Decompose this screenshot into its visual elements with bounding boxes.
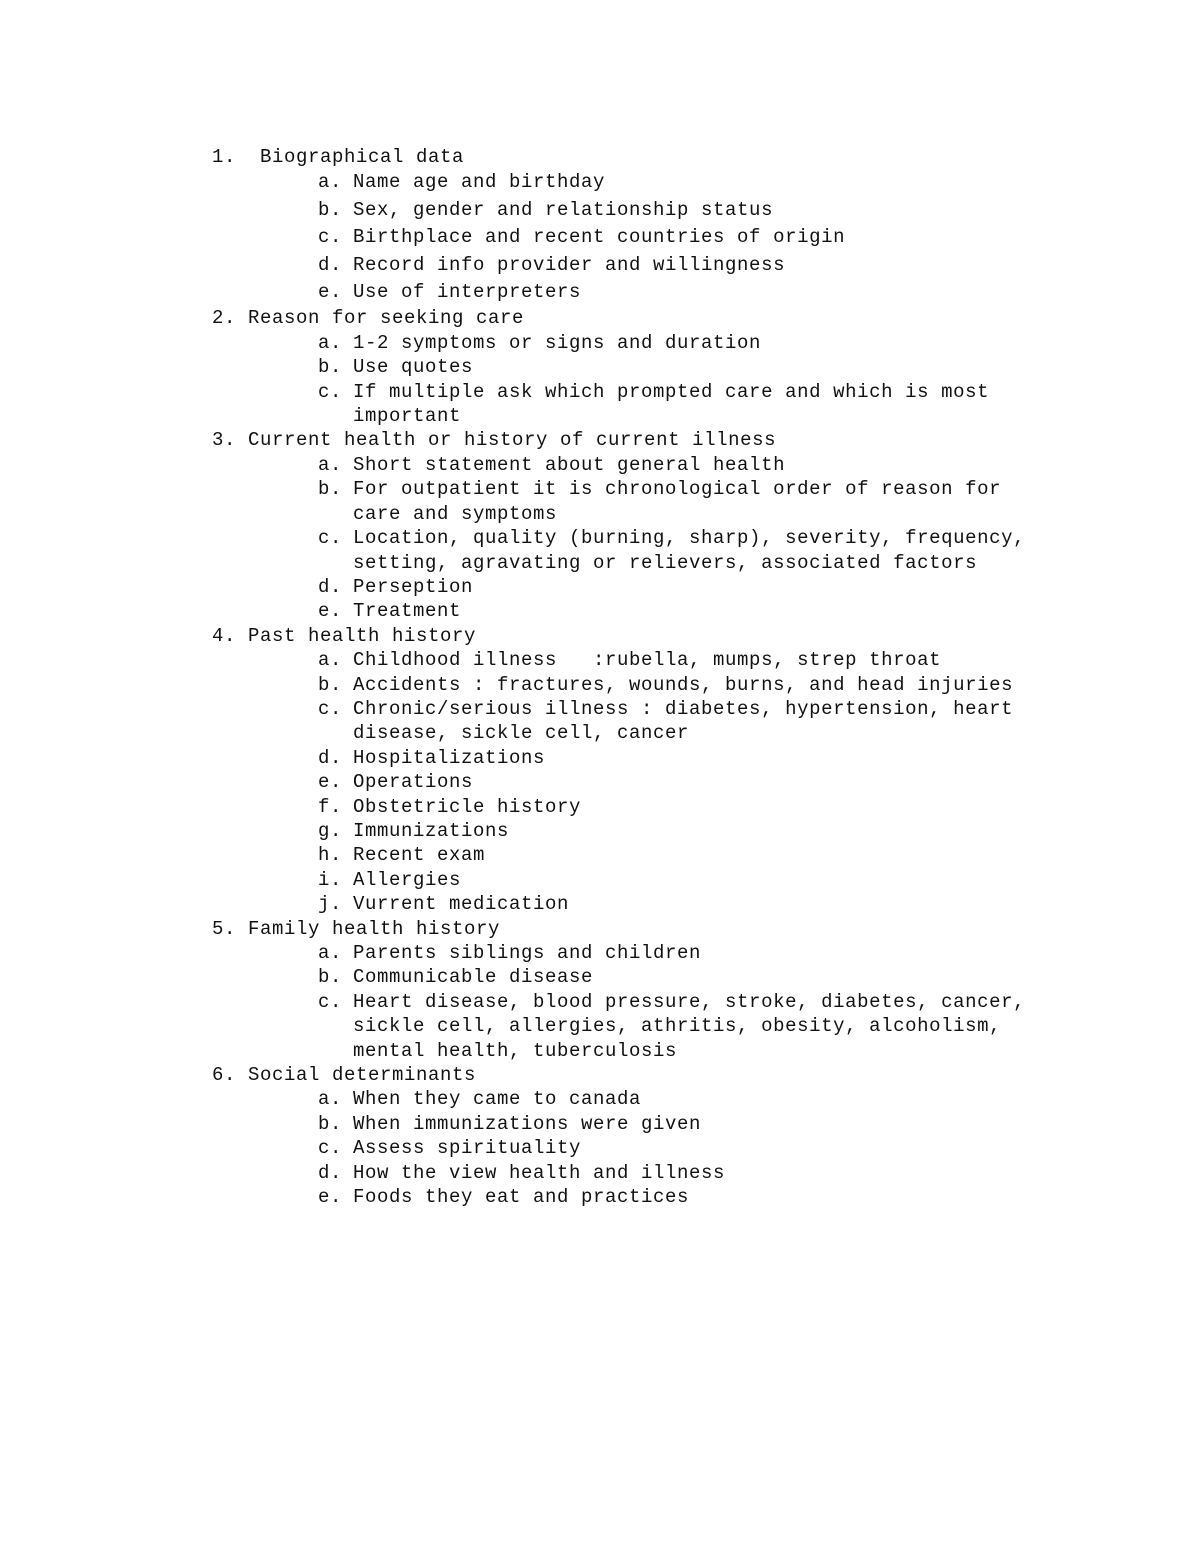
section-number: 1. xyxy=(212,146,237,168)
list-item xyxy=(212,575,1092,599)
item-letter: e. xyxy=(318,1186,343,1209)
item-text: How the view health and illness xyxy=(353,1161,726,1184)
list-item xyxy=(212,279,1092,306)
list-item xyxy=(212,795,1092,819)
item-text: Vurrent medication xyxy=(353,893,570,916)
item-letter: a. xyxy=(318,453,343,476)
item-text: Foods they eat and practices xyxy=(353,1186,690,1209)
list-item xyxy=(212,941,1092,965)
section-number: 4. xyxy=(212,624,237,647)
item-text: If multiple ask which prompted care and which is most important xyxy=(353,380,1002,428)
section-heading xyxy=(212,917,1092,941)
item-letter: e. xyxy=(318,600,343,623)
section-title: Social determinants xyxy=(248,1064,477,1087)
item-text: Sex, gender and relationship status xyxy=(353,198,774,221)
item-letter: b. xyxy=(318,478,343,501)
section-title: Family health history xyxy=(248,917,501,940)
item-letter: a. xyxy=(318,942,343,964)
item-letter: b. xyxy=(318,356,343,379)
list-item xyxy=(212,355,1092,379)
outline-section xyxy=(212,624,1092,917)
item-letter: h. xyxy=(318,844,343,867)
section-heading xyxy=(212,145,1092,169)
item-text: When immunizations were given xyxy=(353,1112,702,1135)
section-number: 3. xyxy=(212,429,237,452)
section-heading xyxy=(212,428,1092,452)
list-item xyxy=(212,892,1092,916)
section-title: Past health history xyxy=(248,624,477,647)
list-item xyxy=(212,1136,1092,1160)
item-text: Short statement about general health xyxy=(353,453,786,476)
item-text: Perseption xyxy=(353,575,474,598)
section-number: 2. xyxy=(212,307,237,330)
item-text: Parents siblings and children xyxy=(353,942,702,964)
item-letter: g. xyxy=(318,819,343,842)
list-item xyxy=(212,990,1092,1063)
item-letter: a. xyxy=(318,1088,343,1111)
list-item xyxy=(212,673,1092,697)
list-item xyxy=(212,770,1092,794)
list-item xyxy=(212,1185,1092,1209)
list-item xyxy=(212,252,1092,279)
list-item xyxy=(212,1087,1092,1111)
item-text: Use quotes xyxy=(353,356,474,379)
item-letter: b. xyxy=(318,966,343,989)
item-letter: d. xyxy=(318,575,343,598)
item-letter: c. xyxy=(318,226,343,249)
item-letter: b. xyxy=(318,1112,343,1135)
list-item xyxy=(212,526,1092,575)
item-text: Recent exam xyxy=(353,844,486,867)
outline-section xyxy=(212,145,1092,306)
outline-section xyxy=(212,917,1092,1063)
item-text: Record info provider and willingness xyxy=(353,253,786,276)
item-text: Communicable disease xyxy=(353,966,594,989)
list-item xyxy=(212,648,1092,672)
item-text: Location, quality (burning, sharp), severity, frequency, setting, agravating or relievers, associated factors xyxy=(353,527,1038,574)
section-heading xyxy=(212,624,1092,648)
item-letter: b. xyxy=(318,673,343,696)
list-item xyxy=(212,224,1092,251)
item-letter: c. xyxy=(318,990,343,1013)
item-text: Operations xyxy=(353,771,474,794)
list-item xyxy=(212,965,1092,989)
item-text: Chronic/serious illness : diabetes, hypertension, heart disease, sickle cell, cancer xyxy=(353,697,1026,745)
list-item xyxy=(212,453,1092,477)
outline-section xyxy=(212,1063,1092,1209)
list-item xyxy=(212,1112,1092,1136)
item-letter: j. xyxy=(318,893,343,916)
item-text: Hospitalizations xyxy=(353,746,546,769)
item-text: Use of interpreters xyxy=(353,281,582,304)
item-letter: c. xyxy=(318,697,343,720)
list-item xyxy=(212,1161,1092,1185)
item-letter: d. xyxy=(318,1161,343,1184)
item-letter: e. xyxy=(318,281,343,304)
item-text: For outpatient it is chronological order of reason for care and symptoms xyxy=(353,478,1014,525)
item-text: Treatment xyxy=(353,600,462,623)
item-text: Birthplace and recent countries of origin xyxy=(353,226,846,249)
list-item xyxy=(212,331,1092,355)
item-letter: d. xyxy=(318,253,343,276)
item-letter: c. xyxy=(318,527,343,550)
item-text: Childhood illness :rubella, mumps, strep throat xyxy=(353,649,942,672)
item-letter: c. xyxy=(318,1137,343,1160)
item-letter: i. xyxy=(318,868,343,891)
item-text: 1-2 symptoms or signs and duration xyxy=(353,331,762,354)
item-letter: e. xyxy=(318,771,343,794)
outline-section xyxy=(212,428,1092,623)
section-title: Current health or history of current illness xyxy=(248,429,777,452)
assessment-outline xyxy=(212,145,1092,1209)
list-item xyxy=(212,380,1092,429)
list-item xyxy=(212,819,1092,843)
item-text: Accidents : fractures, wounds, burns, and head injuries xyxy=(353,673,1014,696)
outline-section xyxy=(212,306,1092,428)
list-item xyxy=(212,477,1092,526)
item-text: Assess spirituality xyxy=(353,1137,582,1160)
item-letter: a. xyxy=(318,171,343,194)
list-item xyxy=(212,868,1092,892)
list-item xyxy=(212,697,1092,746)
section-heading xyxy=(212,306,1092,330)
item-text: Immunizations xyxy=(353,819,510,842)
list-item xyxy=(212,169,1092,196)
item-text: Name age and birthday xyxy=(353,171,606,194)
item-text: Heart disease, blood pressure, stroke, diabetes, cancer, sickle cell, allergies, athritis, obesity, alcoholism, mental health, tuberculosis xyxy=(353,990,1038,1062)
section-title: Reason for seeking care xyxy=(248,307,525,330)
list-item xyxy=(212,746,1092,770)
list-item xyxy=(212,599,1092,623)
item-letter: a. xyxy=(318,331,343,354)
list-item xyxy=(212,843,1092,867)
section-number: 6. xyxy=(212,1064,237,1087)
item-letter: a. xyxy=(318,649,343,672)
list-item xyxy=(212,197,1092,224)
item-letter: b. xyxy=(318,198,343,221)
item-text: Obstetricle history xyxy=(353,795,582,818)
item-text: Allergies xyxy=(353,868,462,891)
item-text: When they came to canada xyxy=(353,1088,642,1111)
section-heading xyxy=(212,1063,1092,1087)
section-title: Biographical data xyxy=(260,146,465,168)
item-letter: c. xyxy=(318,380,343,403)
item-letter: f. xyxy=(318,795,343,818)
item-letter: d. xyxy=(318,746,343,769)
section-number: 5. xyxy=(212,917,237,940)
